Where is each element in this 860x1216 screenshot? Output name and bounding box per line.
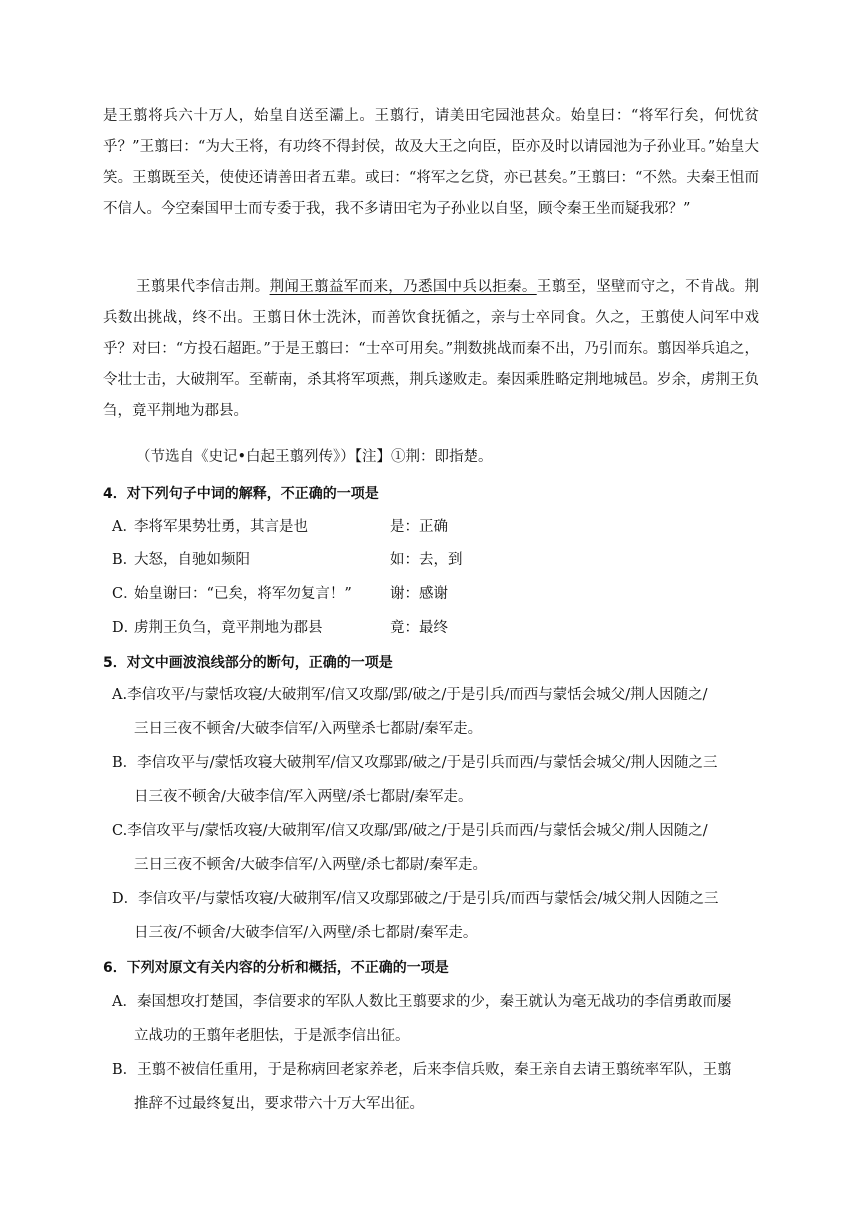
option-line-2: 立战功的王翦年老胆怯，于是派李信出征。 xyxy=(134,1028,410,1044)
option-letter: B． xyxy=(112,1062,138,1078)
q5-option-c[interactable] xyxy=(112,814,764,882)
option-line-1: 李信攻平/与蒙恬攻寝/大破荆军/信又攻鄢郢破之/于是引兵/而西与蒙恬会/城父荆人因随之三 xyxy=(138,891,719,907)
q4-option-c[interactable] xyxy=(112,582,448,606)
option-line-2: 推辞不过最终复出，要求带六十万大军出征。 xyxy=(134,1096,424,1112)
underlined-sentence: 荆闻王翦益军而来，乃悉国中兵以拒秦。 xyxy=(269,279,537,295)
option-letter: A． xyxy=(112,994,137,1010)
option-letter: C． xyxy=(112,586,138,602)
option-letter: D． xyxy=(112,891,139,907)
option-line-1: 秦国想攻打楚国，李信要求的军队人数比王翦要求的少，秦王就认为毫无战功的李信勇敢而屡 xyxy=(136,994,732,1010)
option-line-1: 李信攻平/与蒙恬攻寝/大破荆军/信又攻鄢/郢/破之/于是引兵/而西与蒙恬会城父/荆人因随之/ xyxy=(127,687,708,703)
option-letter: A． xyxy=(112,519,137,535)
source-note: （节选自《史记•白起王翦列传》）【注】①荆：即指楚。 xyxy=(136,449,493,465)
q5-option-a[interactable] xyxy=(112,678,764,746)
option-text: 虏荆王负刍，竟平荆地为郡县 xyxy=(134,620,323,636)
option-line-2: 三日三夜不顿舍/大破李信军/入两壁杀七都尉/秦军走。 xyxy=(134,721,483,737)
question-5-title: 5．对文中画波浪线部分的断句，正确的一项是 xyxy=(103,655,393,671)
option-line-1: 李信攻平与/蒙恬攻寝/大破荆军/信又攻鄢/郢/破之/于是引兵而西/与蒙恬会城父/荆人因随之/ xyxy=(127,823,708,839)
option-gloss: 如：去，到 xyxy=(390,552,463,568)
option-line-2: 日三夜/不顿舍/大破李信军/入两壁/杀七都尉/秦军走。 xyxy=(134,925,478,941)
q4-option-b[interactable] xyxy=(112,548,463,572)
q4-option-a[interactable] xyxy=(112,515,448,539)
option-letter: C. xyxy=(112,823,128,839)
question-6-title: 6．下列对原文有关内容的分析和概括，不正确的一项是 xyxy=(103,960,449,976)
q6-option-a[interactable] xyxy=(112,985,764,1053)
q5-option-d[interactable] xyxy=(112,882,764,950)
option-text: 李将军果势壮勇，其言是也 xyxy=(134,519,308,535)
q6-option-b[interactable] xyxy=(112,1053,764,1121)
q4-option-d[interactable] xyxy=(112,616,448,640)
option-text: 大怒，自驰如频阳 xyxy=(134,552,250,568)
question-4-title: 4．对下列句子中词的解释，不正确的一项是 xyxy=(103,486,379,502)
option-line-2: 日三夜不顿舍/大破李信/军入两壁/杀七都尉/秦军走。 xyxy=(134,789,473,805)
option-gloss: 竟：最终 xyxy=(390,620,448,636)
passage-p2-rest: 王翦至，坚壁而守之，不肯战。荆兵数出挑战，终不出。王翦日休士洗沐，而善饮食抚循之，亲与士卒同食。久之，王翦使人问军中戏乎？对曰：“方投石超距。”于是王翦曰：“士卒可用矣。”荆数挑战而秦不出，乃引而东。翦因举兵追之，令壮士击，大破荆军。至蕲南，杀其将军项燕，荆兵遂败走。秦因乘胜略定荆地城邑。岁余，虏荆王负刍，竟平荆地为郡县。 xyxy=(103,279,760,419)
option-letter: A. xyxy=(112,687,128,703)
option-line-1: 李信攻平与/蒙恬攻寝大破荆军/信又攻鄢郢/破之/于是引兵而西/与蒙恬会城父/荆人因随之三 xyxy=(137,755,718,771)
option-gloss: 谢：感谢 xyxy=(390,586,448,602)
option-line-2: 三日三夜不顿舍/大破李信军/入两壁/杀七都尉/秦军走。 xyxy=(134,857,488,873)
option-gloss: 是：正确 xyxy=(390,519,448,535)
passage-p2-start: 王翦果代李信击荆。 xyxy=(136,279,270,295)
option-letter: B． xyxy=(112,755,138,771)
option-letter: D． xyxy=(112,620,139,636)
passage-paragraph-2 xyxy=(103,272,759,427)
option-line-1: 王翦不被信任重用，于是称病回老家养老，后来李信兵败，秦王亲自去请王翦统率军队，王翦 xyxy=(137,1062,732,1078)
option-letter: B． xyxy=(112,552,138,568)
q5-option-b[interactable] xyxy=(112,746,764,814)
option-text: 始皇谢曰：“已矣，将军勿复言！” xyxy=(134,586,352,602)
passage-paragraph-1: 是王翦将兵六十万人，始皇自送至灞上。王翦行，请美田宅园池甚众。始皇曰：“将军行矣，何忧贫乎？”王翦曰：“为大王将，有功终不得封侯，故及大王之向臣，臣亦及时以请园池为子孙业耳。”始皇大笑。王翦既至关，使使还请善田者五辈。或曰：“将军之乞贷，亦已甚矣。”王翦曰：“不然。夫秦王怚而不信人。今空秦国甲士而专委于我，我不多请田宅为子孙业以自坚，顾令秦王坐而疑我邪？” xyxy=(103,108,759,217)
